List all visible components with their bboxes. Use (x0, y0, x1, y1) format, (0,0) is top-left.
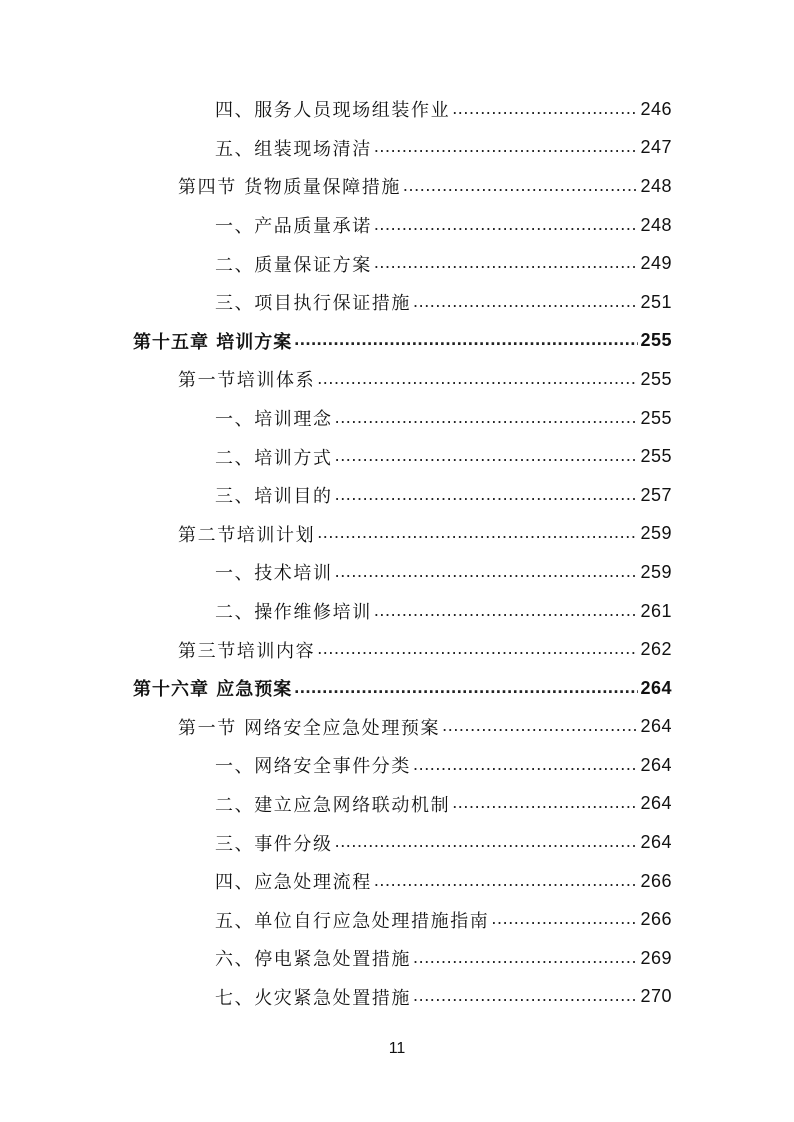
toc-dot-leader (403, 175, 639, 196)
toc-entry-page: 255 (640, 407, 672, 428)
toc-dot-leader (335, 484, 639, 505)
toc-entry[interactable] (0, 206, 794, 245)
toc-entry[interactable] (0, 823, 794, 862)
toc-entry-page: 269 (640, 947, 672, 968)
toc-entry[interactable] (0, 900, 794, 939)
toc-entry-page: 255 (640, 368, 672, 389)
toc-entry-title: 第十五章 培训方案 (133, 331, 293, 353)
toc-entry-page: 262 (640, 639, 672, 660)
toc-entry-page: 255 (640, 446, 672, 467)
toc-entry-title: 二、培训方式 (215, 447, 333, 469)
toc-entry-page: 264 (640, 716, 672, 737)
toc-entry-title: 第一节培训体系 (178, 370, 316, 392)
toc-entry-title: 一、网络安全事件分类 (215, 756, 411, 778)
toc-entry-page: 251 (640, 291, 672, 312)
toc-entry-page: 247 (640, 137, 672, 158)
toc-entry-page: 264 (640, 832, 672, 853)
toc-entry-title: 第一节 网络安全应急处理预案 (178, 717, 441, 739)
toc-entry-title: 三、事件分级 (215, 833, 333, 855)
toc-entry-title: 一、技术培训 (215, 563, 333, 585)
toc-chapter-entry[interactable] (0, 669, 794, 708)
toc-entry-title: 四、服务人员现场组装作业 (215, 100, 451, 122)
toc-dot-leader (413, 947, 638, 968)
table-of-contents (0, 90, 794, 1016)
toc-dot-leader (335, 561, 639, 582)
toc-entry[interactable] (0, 785, 794, 824)
toc-dot-leader (335, 445, 639, 466)
toc-dot-leader (374, 252, 639, 273)
toc-dot-leader (491, 908, 638, 929)
toc-entry-title: 一、产品质量承诺 (215, 216, 372, 238)
toc-entry-page: 270 (640, 986, 672, 1007)
toc-dot-leader (317, 522, 638, 543)
page-number: 11 (388, 1040, 406, 1057)
toc-dot-leader (335, 831, 639, 852)
toc-entry-title: 六、停电紧急处置措施 (215, 949, 411, 971)
toc-entry-title: 三、项目执行保证措施 (215, 293, 411, 315)
toc-entry-title: 四、应急处理流程 (215, 872, 372, 894)
toc-entry[interactable] (0, 360, 794, 399)
toc-entry-page: 264 (640, 677, 672, 698)
toc-dot-leader (294, 677, 638, 698)
toc-dot-leader (452, 98, 638, 119)
toc-entry[interactable] (0, 862, 794, 901)
toc-dot-leader (374, 214, 639, 235)
toc-entry-page: 246 (640, 98, 672, 119)
toc-dot-leader (374, 870, 639, 891)
toc-dot-leader (294, 329, 638, 350)
toc-dot-leader (413, 754, 638, 775)
toc-entry-title: 三、培训目的 (215, 486, 333, 508)
toc-entry-page: 259 (640, 561, 672, 582)
toc-entry-page: 248 (640, 214, 672, 235)
toc-entry[interactable] (0, 244, 794, 283)
toc-entry-title: 一、培训理念 (215, 409, 333, 431)
toc-entry-page: 255 (640, 330, 672, 351)
toc-entry-title: 七、火灾紧急处置措施 (215, 987, 411, 1009)
toc-entry-page: 266 (640, 870, 672, 891)
toc-dot-leader (413, 985, 638, 1006)
toc-entry[interactable] (0, 978, 794, 1017)
toc-entry[interactable] (0, 708, 794, 747)
toc-entry[interactable] (0, 90, 794, 129)
toc-entry-page: 257 (640, 484, 672, 505)
toc-entry-page: 259 (640, 523, 672, 544)
toc-entry-title: 第四节 货物质量保障措施 (178, 177, 401, 199)
toc-entry-title: 二、质量保证方案 (215, 254, 372, 276)
toc-entry[interactable] (0, 129, 794, 168)
toc-entry[interactable] (0, 630, 794, 669)
toc-entry-page: 266 (640, 909, 672, 930)
toc-entry-title: 五、单位自行应急处理措施指南 (215, 910, 490, 932)
toc-dot-leader (442, 715, 638, 736)
toc-entry-page: 261 (640, 600, 672, 621)
toc-entry[interactable] (0, 515, 794, 554)
toc-entry-page: 264 (640, 754, 672, 775)
toc-entry-page: 248 (640, 175, 672, 196)
toc-entry[interactable] (0, 283, 794, 322)
toc-entry-title: 第二节培训计划 (178, 524, 316, 546)
toc-entry[interactable] (0, 476, 794, 515)
toc-dot-leader (374, 600, 639, 621)
toc-entry-page: 264 (640, 793, 672, 814)
toc-entry-title: 第三节培训内容 (178, 640, 316, 662)
toc-entry[interactable] (0, 167, 794, 206)
toc-dot-leader (317, 638, 638, 659)
toc-entry-title: 二、建立应急网络联动机制 (215, 794, 451, 816)
toc-dot-leader (317, 368, 638, 389)
toc-entry-title: 二、操作维修培训 (215, 602, 372, 624)
toc-entry[interactable] (0, 437, 794, 476)
toc-entry[interactable] (0, 746, 794, 785)
toc-entry-page: 249 (640, 253, 672, 274)
toc-entry[interactable] (0, 592, 794, 631)
toc-entry-title: 第十六章 应急预案 (133, 679, 293, 701)
toc-chapter-entry[interactable] (0, 322, 794, 361)
toc-dot-leader (413, 291, 638, 312)
toc-entry[interactable] (0, 553, 794, 592)
toc-dot-leader (335, 407, 639, 428)
toc-dot-leader (374, 136, 639, 157)
toc-entry-title: 五、组装现场清洁 (215, 138, 372, 160)
toc-entry[interactable] (0, 939, 794, 978)
toc-entry[interactable] (0, 399, 794, 438)
toc-dot-leader (452, 792, 638, 813)
